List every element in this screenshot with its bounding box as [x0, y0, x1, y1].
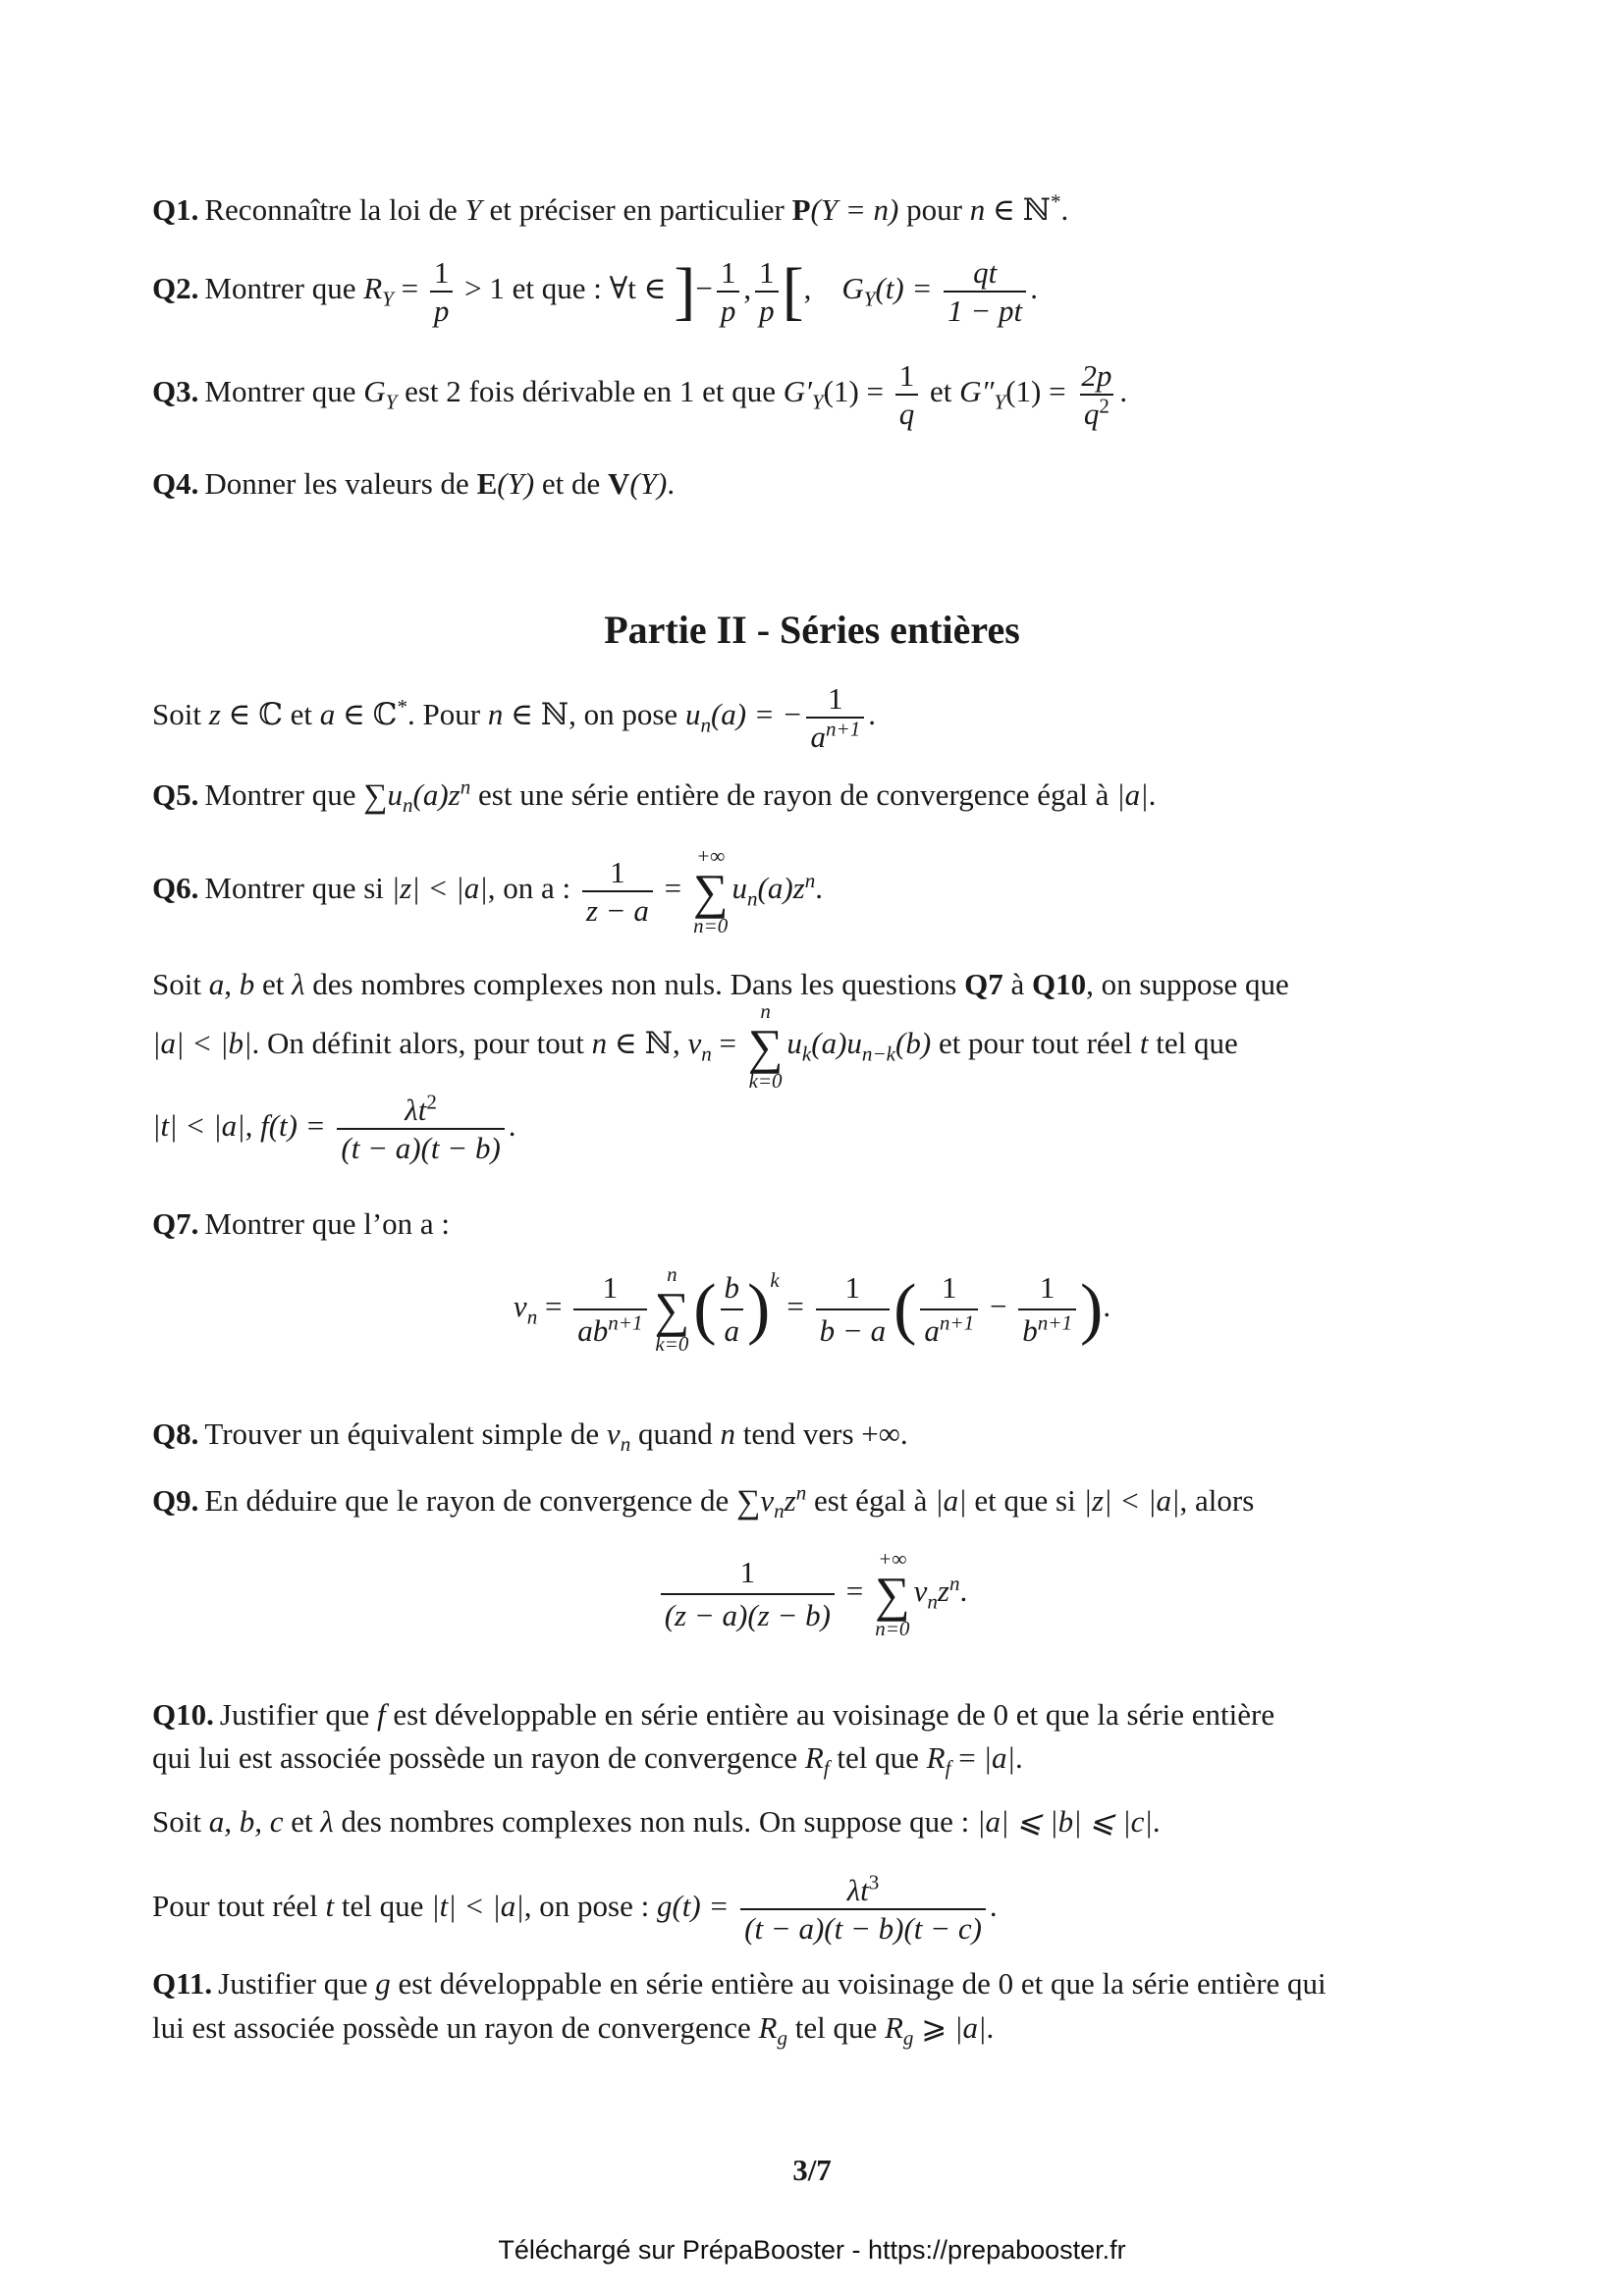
- question-label: Q5.: [152, 777, 199, 812]
- question-q8: Q8. Trouver un équivalent simple de $v_n$ quand n tend vers +∞.: [152, 1416, 908, 1457]
- question-q10-line2: qui lui est associée possède un rayon de convergence $R_f$ tel que $R_f = |a|$.: [152, 1740, 1023, 1781]
- question-q11-line2: lui est associée possède un rayon de convergence $R_g$ tel que $R_g$ ⩾ |a|.: [152, 2010, 995, 2051]
- right-paren: ): [747, 1271, 771, 1347]
- sum-symbol: +∞ ∑ n=0: [874, 1547, 910, 1640]
- fraction: $\frac{\lambda t^2}{(t - a)(t - b)}$: [337, 1095, 504, 1163]
- fraction: $\frac{1}{b^{n+1}}$: [1018, 1270, 1076, 1349]
- intro-paragraph-2: Soit a, b et λ des nombres complexes non nuls. Dans les questions Q7 à Q10, on suppose que: [152, 967, 1289, 1001]
- question-label: Q8.: [152, 1416, 199, 1451]
- fraction: $\frac{1}{b - a}$: [816, 1270, 890, 1349]
- fraction: $\frac{1}{p}$: [755, 257, 779, 326]
- fraction: $\frac{\lambda t^3}{(t - a)(t - b)(t - c)}$: [740, 1875, 986, 1944]
- fraction: $\frac{1}{a^{n+1}}$: [806, 683, 864, 752]
- question-q2: Q2. Montrer que $R_Y$ = $\frac{1}{p}$ > 1 et que : ∀t ∈ ]− $\frac{1}{p}$ , $\frac{1}{p}$ [, $G_Y(t)$ = $\frac{qt}{1 - pt}$ .: [152, 255, 1038, 328]
- close-bracket: [: [782, 255, 804, 327]
- fraction: $\frac{1}{a^{n+1}}$: [920, 1270, 978, 1349]
- intro-paragraph-2-line3: |t| < |a|, f(t) = $\frac{\lambda t^2}{(t - a)(t - b)}$ .: [152, 1090, 516, 1165]
- left-paren: (: [693, 1271, 717, 1347]
- question-label: Q6.: [152, 871, 199, 906]
- formula-q9: $\frac{1}{(z - a)(z - b)}$ = +∞ ∑ n=0 $v_nz^n$.: [0, 1549, 1624, 1639]
- formula-q7: $v_n$ = $\frac{1}{ab^{n+1}}$ n ∑ k=0 ( $\frac{b}{a}$ )$^k$ = $\frac{1}{b - a}$ ( $\frac{1}{a^{n+1}}$ − $\frac{1}{b^{n+1}}$ ).: [513, 1262, 1111, 1356]
- intro-paragraph-4: Pour tout réel t tel que |t| < |a|, on pose : g(t) = $\frac{\lambda t^3}{(t - a)(t - b)(t - c)}$ .: [152, 1870, 998, 1946]
- question-q3: Q3. Montrer que $G_Y$ est 2 fois dérivable en 1 et que $G'_Y(1)$ = $\frac{1}{q}$ et $G''_Y(1)$ = $\frac{2p}{q^2}$ .: [152, 358, 1128, 431]
- fraction: $\frac{1}{ab^{n+1}}$: [573, 1270, 646, 1349]
- question-q6: Q6. Montrer que si |z| < |a|, on a : $\frac{1}{z - a}$ = +∞ ∑ n=0 $u_n(a)z^n$.: [152, 844, 824, 937]
- question-label: Q9.: [152, 1483, 199, 1518]
- fraction: $\frac{1}{(z - a)(z - b)}$: [661, 1555, 835, 1633]
- question-q5: Q5. Montrer que $\sum u_n(a)z^n$ est une série entière de rayon de convergence égal à |a|.: [152, 774, 1157, 818]
- question-label: Q4.: [152, 466, 199, 501]
- question-label: Q11.: [152, 1966, 213, 2001]
- left-paren: (: [893, 1271, 917, 1347]
- question-q11: Q11. Justifier que g est développable en série entière au voisinage de 0 et que la série entière qui: [152, 1966, 1326, 2001]
- question-label: Q2.: [152, 271, 199, 306]
- fraction: $\frac{1}{p}$: [430, 257, 454, 326]
- sum-symbol: n ∑ k=0: [654, 1262, 690, 1356]
- open-bracket: ]: [674, 255, 696, 327]
- sum-symbol: n ∑ k=0: [747, 999, 784, 1093]
- download-footer: Téléchargé sur PrépaBooster - https://prepabooster.fr: [498, 2235, 1126, 2265]
- intro-paragraph-2-line2: |a| < |b|. On définit alors, pour tout n ∈ ℕ, $v_n$ = n ∑ k=0 $u_k(a)u_{n-k}(b)$ et pour tout réel t tel que: [152, 999, 1238, 1093]
- question-label: Q10.: [152, 1697, 214, 1732]
- intro-paragraph-3: Soit a, b, c et λ des nombres complexes non nuls. On suppose que : |a| ⩽ |b| ⩽ |c|.: [152, 1804, 1161, 1839]
- fraction: $\frac{1}{q}$: [895, 360, 919, 429]
- section-title: Partie II - Séries entières: [604, 608, 1020, 652]
- fraction: $\frac{qt}{1 - pt}$: [944, 257, 1026, 326]
- fraction: $\frac{b}{a}$: [721, 1270, 744, 1349]
- question-q4: Q4. Donner les valeurs de E(Y) et de V(Y).: [152, 466, 676, 501]
- question-q10: Q10. Justifier que f est développable en série entière au voisinage de 0 et que la série entière: [152, 1697, 1275, 1732]
- question-label: Q1.: [152, 192, 199, 227]
- fraction: $\frac{2p}{q^2}$: [1081, 358, 1112, 431]
- right-paren: ): [1080, 1271, 1104, 1347]
- intro-paragraph: Soit z ∈ ℂ et a ∈ ℂ*. Pour n ∈ ℕ, on pose $u_n(a)$ = − $\frac{1}{a^{n+1}}$ .: [152, 681, 877, 754]
- question-q9: Q9. En déduire que le rayon de convergence de $\sum v_nz^n$ est égal à |a| et que si |z| < |a|, alors: [152, 1480, 1255, 1523]
- page-number: 3/7: [792, 2153, 832, 2187]
- question-q7: Q7. Montrer que l’on a :: [152, 1206, 451, 1241]
- question-q1: Q1. Reconnaître la loi de Y et préciser en particulier P(Y = n) pour n ∈ ℕ*.: [152, 189, 1069, 228]
- fraction: $\frac{1}{z - a}$: [582, 857, 653, 926]
- question-label: Q3.: [152, 374, 199, 409]
- fraction: $\frac{1}{p}$: [717, 257, 740, 326]
- question-label: Q7.: [152, 1206, 199, 1241]
- sum-symbol: +∞ ∑ n=0: [692, 844, 729, 937]
